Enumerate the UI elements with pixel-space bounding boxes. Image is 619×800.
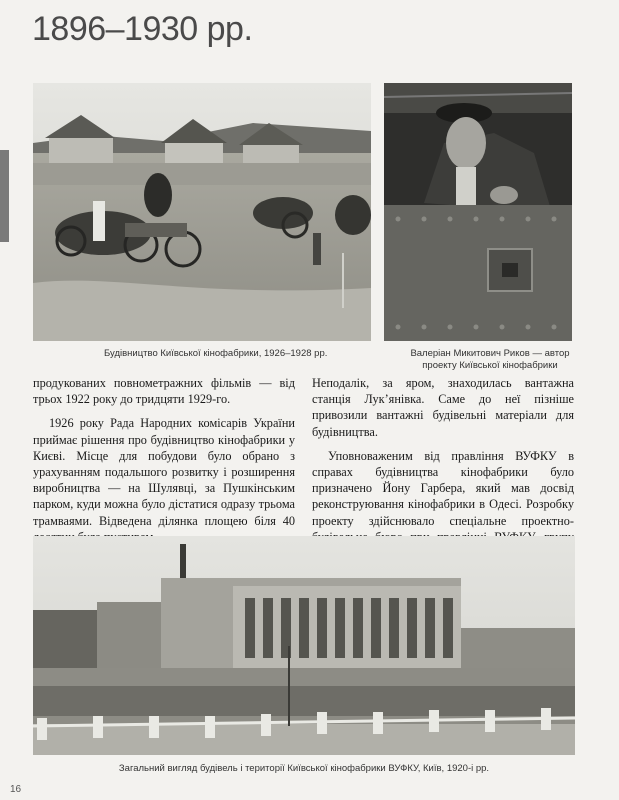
portrait-caption-line-1: Валеріан Микитович Риков — автор [410,348,570,359]
paragraph: продукованих повнометражних фільмів — від трьох 1922 року до тридцяти 1929-го. [33,376,295,407]
paragraph: Неподалік, за яром, знаходилась вантажна станція Лук’янівка. Саме до неї пізніше привозили вантажні будівельні матеріали для будівництва. [312,376,574,439]
panorama-photo-caption: Загальний вигляд будівель і території Київської кінофабрики ВУФКУ, Київ, 1920-і рр. [118,763,490,774]
page-number: 16 [10,784,22,795]
paragraph: 1926 року Рада Народних комісарів України приймає рішення про будівництво кінофабрики у Києві. Місце для побудови було обрано з урахуванням подальшого розвитку і розширення виробництва — на Шулявці, за Пушкінським парком, куди можна було дістатися одразу трьома трамваями. Відведена ділянка площею біля 40 [33,416,295,528]
portrait-photo [384,83,572,341]
portrait-caption-line-2: проекту Київської кінофабрики [422,360,558,371]
panorama-photo [33,536,575,755]
section-tab-marker [0,150,9,242]
paragraph: Уповноваженим від правління ВУФКУ в справах будівництва кінофабрики було призначено Йону Гарбера, який мав досвід реконструювання кінофабрики в Одесі. Розробку проекту здійснювало спеціальне проектно- [312,448,574,528]
text-column-left [33,375,295,545]
construction-photo-caption: Будівництво Київської кінофабрики, 1926–1928 рр. [104,348,328,359]
construction-photo [33,83,371,341]
portrait-photo-caption [400,348,580,372]
text-column-right [312,375,574,561]
page-title: 1896–1930 рр. [32,10,253,48]
